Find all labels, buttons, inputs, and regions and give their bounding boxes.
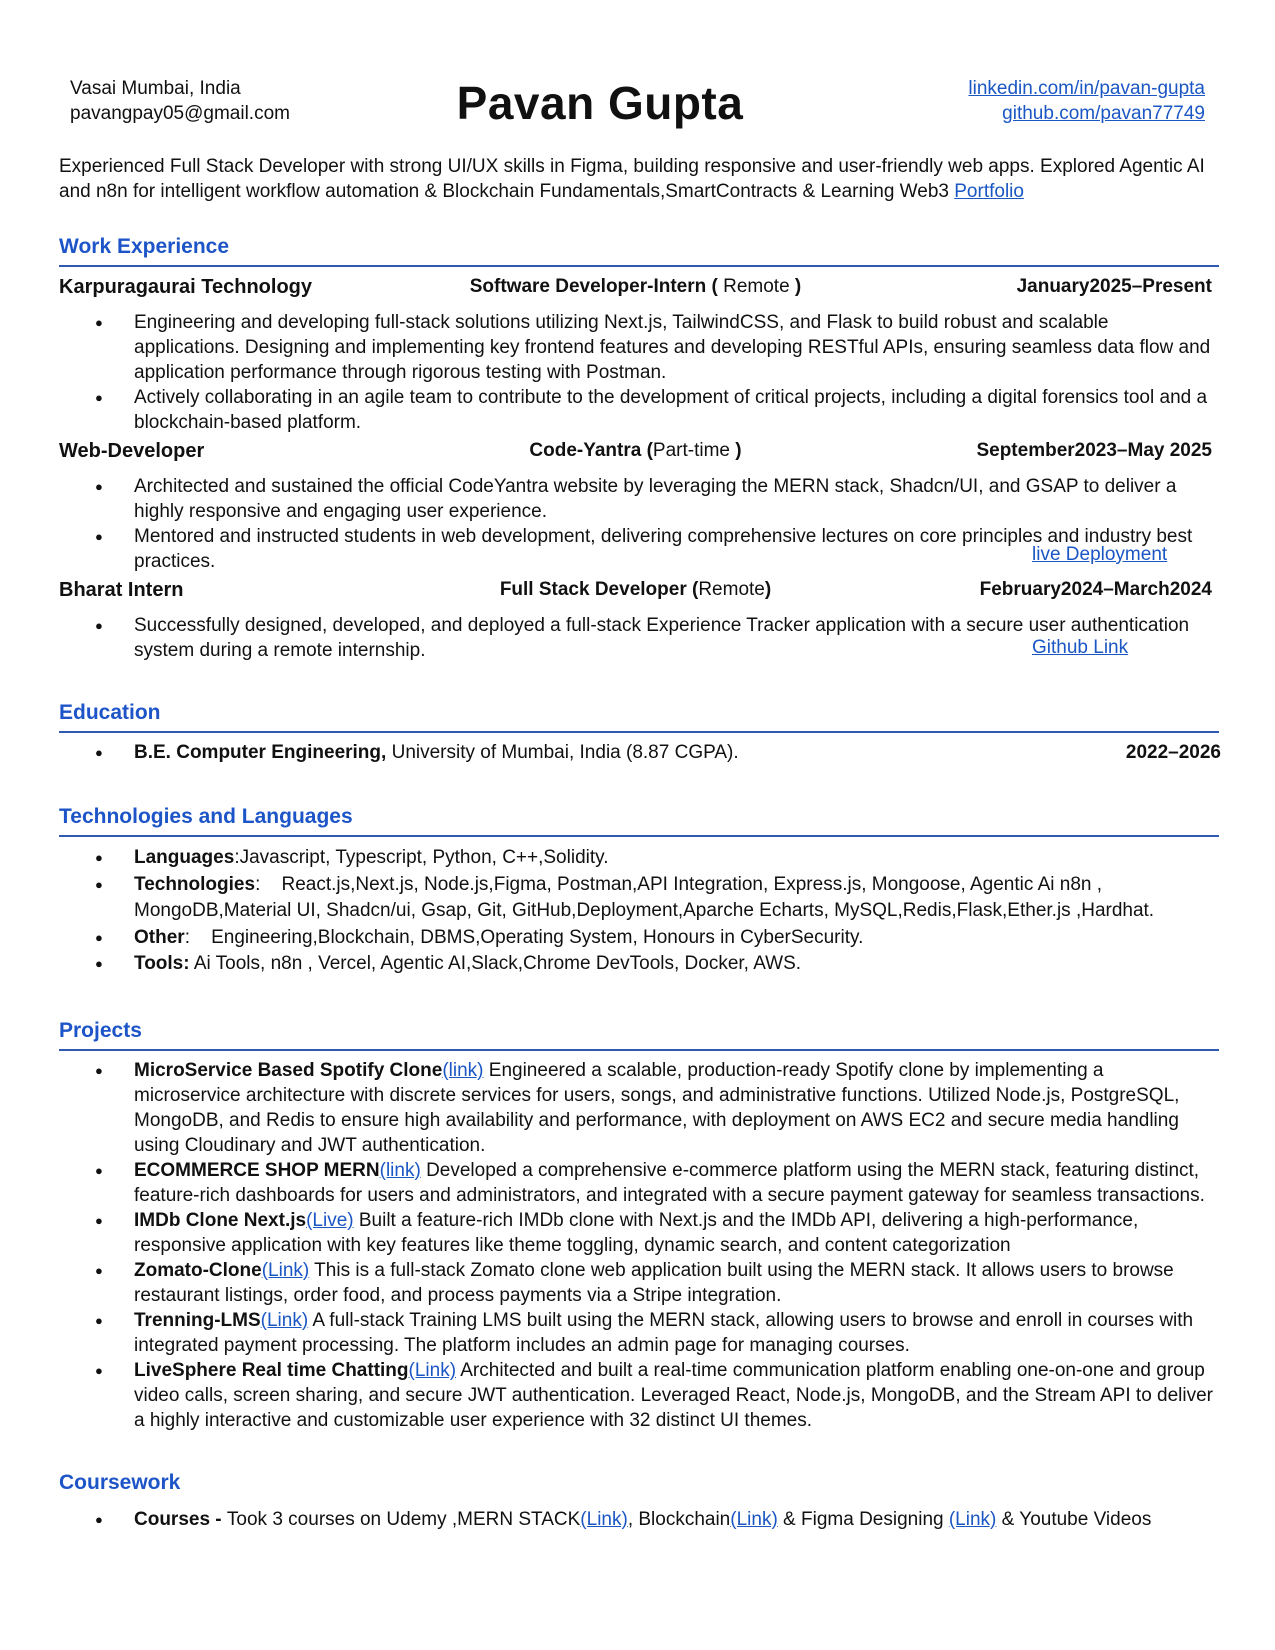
projects-list (95, 1058, 1215, 1433)
project-item: ● Trenning-LMS(Link) A full-stack Training LMS built using the MERN stack, allowing users to browse and enroll in courses with integrated payment processing. The platform includes an admin page for managing courses. (95, 1308, 1215, 1358)
work-entry-header (59, 276, 1212, 302)
dates: September2023–May 2025 (976, 440, 1212, 461)
list-item: ● Architected and sustained the official CodeYantra website by leveraging the MERN stack, Shadcn/UI, and GSAP to deliver a highly responsive and engaging user experience. (95, 474, 1215, 524)
technologies-list (95, 845, 1215, 978)
github-project-link[interactable]: Github Link (1032, 637, 1129, 658)
figma-course-link[interactable]: (Link) (948, 1509, 997, 1530)
project-link[interactable]: (Live) (306, 1210, 354, 1231)
dates: February2024–March2024 (979, 579, 1212, 600)
role: Software Developer-Intern ( Remote ) (469, 276, 802, 297)
work-entry-header (59, 579, 1212, 605)
contact-right (968, 76, 1205, 126)
work-entry-header (59, 440, 1212, 466)
section-work-experience: Work Experience (59, 235, 1219, 267)
education-years: 2022–2026 (1125, 742, 1221, 763)
blockchain-course-link[interactable]: (Link) (730, 1509, 778, 1530)
email: pavangpay05@gmail.com (70, 103, 290, 124)
live-deployment-link[interactable]: live Deployment (1032, 544, 1168, 565)
project-link[interactable]: (link) (442, 1060, 484, 1081)
section-projects: Projects (59, 1019, 1219, 1051)
summary-text: Experienced Full Stack Developer with strong UI/UX skills in Figma, building responsive and user-friendly web apps. Explored Agentic AI and n8n for intelligent workflow automation & Blockchain Fundamentals,SmartContracts & Learning Web3 (59, 156, 1205, 202)
list-item: ● Actively collaborating in an agile team to contribute to the development of critical projects, including a digital forensics tool and a blockchain-based platform. (95, 385, 1215, 435)
github-link[interactable]: github.com/pavan77749 (1002, 103, 1205, 124)
project-item: ● ECOMMERCE SHOP MERN(link) Developed a comprehensive e-commerce platform using the MERN stack, featuring distinct, feature-rich dashboards for users and administrators, and integrated with a secure payment gateway for seamless transactions. (95, 1158, 1215, 1208)
list-item: ● Successfully designed, developed, and deployed a full-stack Experience Tracker application with a secure user authentication system during a remote internship. (95, 613, 1215, 663)
location: Vasai Mumbai, India (70, 78, 241, 99)
company: Web-Developer (59, 440, 205, 462)
list-item (95, 740, 1221, 765)
linkedin-link[interactable]: linkedin.com/in/pavan-gupta (968, 78, 1205, 99)
list-item: ● Technologies: React.js,Next.js, Node.js,Figma, Postman,API Integration, Express.js, Mongoose, Agentic Ai n8n , MongoDB,Material UI, Shadcn/ui, Gsap, Git, GitHub,Deployment,Aparche Echarts, MySQL,Redis,Flask,Ether.js ,Hardhat. (95, 872, 1215, 925)
coursework-list (95, 1507, 1215, 1532)
degree: B.E. Computer Engineering, (134, 742, 387, 763)
project-item: ● MicroService Based Spotify Clone(link) Engineered a scalable, production-ready Spotify clone by implementing a microservice architecture with discrete services for users, songs, and administrative functions. Utilized Node.js, PostgreSQL, MongoDB, and Redis to ensure high availability and performance, with deployment on AWS EC2 and secure media handling using Cloudinary and JWT authentication. (95, 1058, 1215, 1158)
project-link[interactable]: (Link) (408, 1360, 457, 1381)
work-bullets (95, 310, 1215, 435)
company: Karpuragaurai Technology (59, 276, 313, 298)
role: Full Stack Developer (Remote) (499, 579, 772, 600)
list-item: ● Engineering and developing full-stack solutions utilizing Next.js, TailwindCSS, and Flask to build robust and scalable applications. Designing and implementing key frontend features and developing RESTful APIs, ensuring seamless data flow and application performance through rigorous testing with Postman. (95, 310, 1215, 385)
company: Bharat Intern (59, 579, 184, 601)
list-item: ● Other: Engineering,Blockchain, DBMS,Operating System, Honours in CyberSecurity. (95, 925, 1215, 952)
section-coursework: Coursework (59, 1471, 181, 1494)
portfolio-link[interactable]: Portfolio (954, 181, 1024, 202)
education-list (95, 740, 1221, 765)
list-item: ● Tools: Ai Tools, n8n , Vercel, Agentic AI,Slack,Chrome DevTools, Docker, AWS. (95, 951, 1215, 978)
project-item: ● IMDb Clone Next.js(Live) Built a feature-rich IMDb clone with Next.js and the IMDb API, delivering a high-performance, responsive application with key features like theme toggling, dynamic search, and content categorization (95, 1208, 1215, 1258)
section-education: Education (59, 701, 1219, 733)
project-link[interactable]: (link) (379, 1160, 421, 1181)
project-item: ● LiveSphere Real time Chatting(Link) Architected and built a real-time communication platform enabling one-on-one and group video calls, screen sharing, and secure JWT authentication. Leveraged React, Node.js, MongoDB, and the Stream API to deliver a highly interactive and customizable user experience with 32 distinct UI themes. (95, 1358, 1215, 1433)
section-technologies: Technologies and Languages (59, 805, 1219, 837)
project-link[interactable]: (Link) (260, 1310, 309, 1331)
candidate-name: Pavan Gupta (456, 77, 744, 129)
summary (59, 154, 1219, 204)
project-item: ● Zomato-Clone(Link) This is a full-stack Zomato clone web application built using the MERN stack. It allows users to browse restaurant listings, order food, and process payments via a Stripe integration. (95, 1258, 1215, 1308)
list-item: ● Courses - Took 3 courses on Udemy ,MERN STACK(Link), Blockchain(Link) & Figma Designing (Link) & Youtube Videos (95, 1507, 1215, 1532)
list-item: ● Languages:Javascript, Typescript, Python, C++,Solidity. (95, 845, 1215, 872)
list-item: ● Mentored and instructed students in web development, delivering comprehensive lectures on core principles and industry best practices. (95, 524, 1215, 574)
university: University of Mumbai, India (8.87 CGPA). (386, 742, 739, 763)
project-link[interactable]: (Link) (261, 1260, 310, 1281)
mern-course-link[interactable]: (Link) (580, 1509, 628, 1530)
role: Code-Yantra (Part-time ) (529, 440, 742, 461)
dates: January2025–Present (1016, 276, 1212, 297)
